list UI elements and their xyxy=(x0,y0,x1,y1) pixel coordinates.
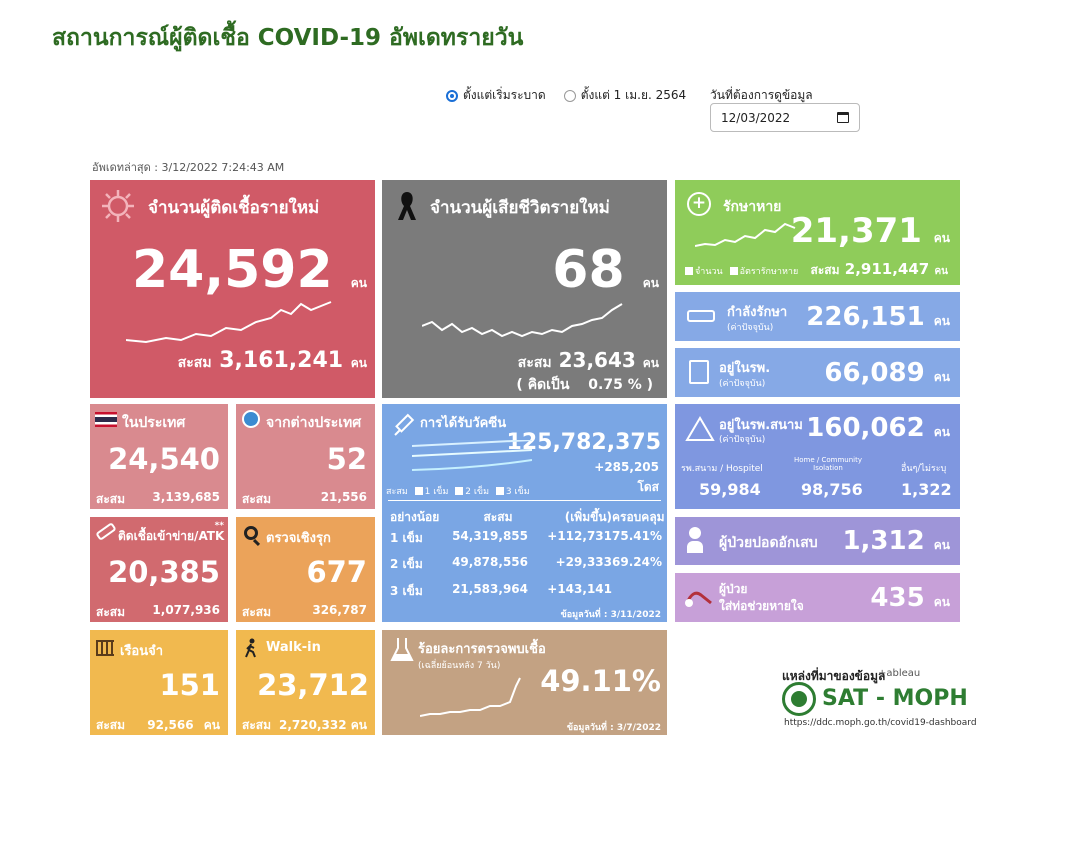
unit-label: คน xyxy=(933,370,950,384)
vaccine-row-inc: +143,141 xyxy=(547,582,612,596)
walkin-cum-number: 2,720,332 xyxy=(279,718,347,732)
legend-rate-label: อัตรารักษาหาย xyxy=(739,267,799,277)
in-hospital-sub: (ค่าปัจจุบัน) xyxy=(719,379,766,389)
pneumonia-tile xyxy=(675,517,960,565)
walkin-title: Walk-in xyxy=(266,640,321,655)
legend-dose3-label: 3 เข็ม xyxy=(505,487,530,497)
ventilator-value xyxy=(870,584,950,616)
lab-test-icon xyxy=(390,636,414,662)
field-hospital-title: อยู่ในรพ.สนาม xyxy=(719,418,803,433)
field-hospital-sub: (ค่าปัจจุบัน) xyxy=(719,435,766,445)
positivity-tile xyxy=(382,630,667,735)
vaccine-divider xyxy=(388,500,661,501)
search-icon-handle xyxy=(253,539,260,546)
vaccine-title: การได้รับวัคซีน xyxy=(420,416,507,431)
proactive-tile xyxy=(236,517,375,622)
field-hospital-value xyxy=(806,414,950,446)
new-deaths-tile xyxy=(382,180,667,398)
unit-label: คน xyxy=(350,276,367,290)
in-treatment-number: 226,151 xyxy=(806,302,925,332)
search-icon xyxy=(244,526,258,540)
vaccine-header-dose: อย่างน้อย xyxy=(390,510,440,524)
domestic-value: 24,540 xyxy=(108,442,220,476)
legend-count-swatch xyxy=(685,267,693,275)
positivity-sub: (เฉลี่ยย้อนหลัง 7 วัน) xyxy=(418,661,501,671)
imported-tile xyxy=(236,404,375,509)
new-cases-number: 24,592 xyxy=(131,240,333,300)
vaccine-total: 125,782,375 xyxy=(506,430,661,455)
legend-count-label: จำนวน xyxy=(695,267,723,277)
patient-icon xyxy=(687,527,709,555)
recovered-number: 21,371 xyxy=(790,211,922,251)
unit-label: คน xyxy=(350,356,367,370)
vaccine-row-cum: 21,583,964 xyxy=(452,582,528,596)
vaccine-row-cov: 75.41% xyxy=(612,529,662,543)
vaccine-table-header xyxy=(390,508,665,527)
prison-cum-number: 92,566 xyxy=(147,718,194,732)
hospital-bed-icon xyxy=(687,310,715,322)
positivity-title: ร้อยละการตรวจพบเชื้อ xyxy=(418,642,546,657)
prison-cum-label: สะสม xyxy=(96,718,126,732)
new-cases-sparkline xyxy=(126,298,336,346)
thai-flag-icon xyxy=(95,412,117,427)
in-treatment-tile xyxy=(675,292,960,341)
cum-label: สะสม xyxy=(810,263,840,277)
vaccine-sparkline xyxy=(412,440,532,472)
walkin-tile xyxy=(236,630,375,735)
globe-icon xyxy=(242,410,260,428)
new-deaths-sparkline xyxy=(422,298,632,346)
unit-label: คน xyxy=(933,314,950,328)
medical-cross-icon: + xyxy=(687,192,711,216)
hospital-building-icon xyxy=(689,360,709,384)
vaccine-dose-unit: โดส xyxy=(637,480,659,494)
recovered-sparkline xyxy=(695,218,800,250)
in-hospital-value xyxy=(824,359,950,391)
prison-tile xyxy=(90,630,228,735)
vaccine-row-dose: 1 เข็ม xyxy=(390,531,423,545)
pneumonia-number: 1,312 xyxy=(842,526,925,556)
vaccine-row-cov: 69.24% xyxy=(612,555,662,569)
radio-indicator xyxy=(564,90,576,102)
range-radio-group xyxy=(446,86,686,105)
radio-since-outbreak-label: ตั้งแต่เริ่มระบาด xyxy=(463,88,546,102)
new-cases-title: จำนวนผู้ติดเชื้อรายใหม่ xyxy=(148,198,320,218)
home-isolation-value: 98,756 xyxy=(801,480,863,499)
vaccine-header-cum: สะสม xyxy=(483,510,513,524)
unit-label: คน xyxy=(203,718,220,732)
positivity-data-date: ข้อมูลวันที่ : 3/7/2022 xyxy=(566,723,661,733)
tent-icon xyxy=(685,414,715,442)
in-hospital-title: อยู่ในรพ. xyxy=(719,361,771,376)
domestic-tile xyxy=(90,404,228,509)
vaccine-tile xyxy=(382,404,667,622)
walkin-cum-label: สะสม xyxy=(242,718,272,732)
legend-rate-swatch xyxy=(730,267,738,275)
new-cases-cum-value: 3,161,241 xyxy=(219,348,344,373)
syringe-icon xyxy=(390,410,420,440)
walking-person-icon xyxy=(244,638,258,658)
unit-label: คน xyxy=(934,266,948,277)
source-url[interactable]: https://ddc.moph.go.th/covid19-dashboard xyxy=(784,718,977,728)
death-rate xyxy=(516,374,653,396)
in-hospital-number: 66,089 xyxy=(824,358,925,388)
new-deaths-cum-value: 23,643 xyxy=(558,348,636,372)
hospitel-value: 59,984 xyxy=(699,480,761,499)
recovered-cum-value: 2,911,447 xyxy=(844,260,930,278)
ventilator-icon xyxy=(683,583,713,611)
domestic-title: ในประเทศ xyxy=(122,415,186,431)
legend-prefix: สะสม xyxy=(386,487,408,497)
death-rate-label: ( คิดเป็น xyxy=(516,377,570,393)
in-treatment-sub: (ค่าปัจจุบัน) xyxy=(727,323,774,333)
cum-label: สะสม xyxy=(177,355,212,371)
domestic-cum-value: 3,139,685 xyxy=(152,490,220,504)
vaccine-row-dose1 xyxy=(390,529,662,548)
atk-cum-value: 1,077,936 xyxy=(152,603,220,617)
atk-mark: ** xyxy=(214,521,224,531)
ribbon-icon xyxy=(396,190,418,222)
vaccine-row-inc: +112,731 xyxy=(547,529,612,543)
legend-dose2-label: 2 เข็ม xyxy=(465,487,490,497)
vaccine-header-cov: ครอบคลุม xyxy=(612,510,665,524)
proactive-cum-value: 326,787 xyxy=(312,603,367,617)
vaccine-row-dose: 3 เข็ม xyxy=(390,584,423,598)
recovered-value xyxy=(790,211,950,255)
recovered-title: รักษาหาย xyxy=(723,199,782,215)
other-label: อื่นๆ/ไม่ระบุ xyxy=(901,464,947,474)
vaccine-legend xyxy=(386,484,530,498)
ventilator-tile xyxy=(675,573,960,622)
radio-since-april-label: ตั้งแต่ 1 เม.ย. 2564 xyxy=(580,88,687,102)
domestic-cum-label: สะสม xyxy=(96,492,126,506)
unit-label: คน xyxy=(933,231,950,245)
date-value: 12/03/2022 xyxy=(721,110,791,125)
new-deaths-number: 68 xyxy=(552,240,625,300)
positivity-sparkline xyxy=(420,676,526,718)
vaccine-row-dose3 xyxy=(390,582,662,601)
prison-bars-icon xyxy=(96,640,114,656)
vaccine-header-inc: (เพิ่มขึ้น) xyxy=(564,510,612,524)
unit-label: คน xyxy=(933,595,950,609)
atk-tile xyxy=(90,517,228,622)
new-deaths-cumulative xyxy=(518,348,659,374)
test-kit-icon xyxy=(95,522,117,541)
radio-since-april[interactable] xyxy=(564,86,686,105)
moph-logo xyxy=(782,682,816,716)
vaccine-row-cov xyxy=(612,582,662,601)
prison-cum-value xyxy=(147,716,220,735)
positivity-value: 49.11% xyxy=(540,664,661,698)
unit-label: คน xyxy=(933,425,950,439)
virus-icon xyxy=(100,188,136,224)
field-hospital-number: 160,062 xyxy=(806,413,925,443)
vaccine-data-date: ข้อมูลวันที่ : 3/11/2022 xyxy=(560,610,661,620)
recovered-legend xyxy=(681,264,798,278)
legend-dose3-swatch xyxy=(496,487,504,495)
in-treatment-title: กำลังรักษา xyxy=(727,305,788,320)
proactive-title: ตรวจเชิงรุก xyxy=(266,531,331,546)
unit-label: คน xyxy=(642,356,659,370)
home-isolation-label: Home / Community Isolation xyxy=(794,456,862,472)
imported-value: 52 xyxy=(326,442,367,476)
ventilator-number: 435 xyxy=(870,583,925,613)
hospitel-label: รพ.สนาม / Hospitel xyxy=(681,464,763,474)
proactive-value: 677 xyxy=(306,555,367,589)
vaccine-row-inc: +29,333 xyxy=(555,555,612,569)
source-label: แหล่งที่มาของข้อมูล xyxy=(782,669,886,683)
page-title: สถานการณ์ผู้ติดเชื้อ COVID-19 อัพเดทรายวัน xyxy=(52,25,524,51)
atk-value: 20,385 xyxy=(108,555,220,589)
in-treatment-value xyxy=(806,303,950,335)
recovered-cumulative xyxy=(811,260,948,280)
calendar-icon[interactable] xyxy=(837,112,849,123)
imported-cum-label: สะสม xyxy=(242,492,272,506)
new-deaths-title: จำนวนผู้เสียชีวิตรายใหม่ xyxy=(430,198,610,218)
unit-label: คน xyxy=(642,276,659,290)
vaccine-row-cum: 49,878,556 xyxy=(452,555,528,569)
imported-title: จากต่างประเทศ xyxy=(266,415,362,431)
date-label: วันที่ต้องการดูข้อมูล xyxy=(710,88,813,102)
date-input[interactable] xyxy=(710,103,860,132)
unit-label: คน xyxy=(933,538,950,552)
cum-label: สะสม xyxy=(517,355,552,371)
vaccine-increase: +285,205 xyxy=(594,460,659,474)
ventilator-title-2: ใส่ท่อช่วยหายใจ xyxy=(719,599,804,613)
vaccine-row-cum: 54,319,855 xyxy=(452,529,528,543)
new-cases-tile xyxy=(90,180,375,398)
proactive-cum-label: สะสม xyxy=(242,605,272,619)
imported-cum-value: 21,556 xyxy=(320,490,367,504)
unit-label: คน xyxy=(350,718,367,732)
radio-since-outbreak[interactable] xyxy=(446,86,546,105)
radio-selected-indicator xyxy=(446,90,458,102)
last-updated: อัพเดทล่าสุด : 3/12/2022 7:24:43 AM xyxy=(92,161,285,174)
field-hospital-tile xyxy=(675,404,960,509)
other-value: 1,322 xyxy=(901,480,952,499)
org-name: SAT - MOPH xyxy=(822,686,968,711)
atk-cum-label: สะสม xyxy=(96,605,126,619)
walkin-cum-value xyxy=(279,716,367,735)
ventilator-title-1: ผู้ป่วย xyxy=(719,582,748,596)
prison-title: เรือนจำ xyxy=(120,644,164,659)
tableau-logo: +ableau xyxy=(878,668,921,679)
prison-value: 151 xyxy=(159,668,220,702)
pneumonia-title: ผู้ป่วยปอดอักเสบ xyxy=(719,535,818,551)
death-rate-value: 0.75 % ) xyxy=(588,377,653,393)
pneumonia-value xyxy=(842,527,950,559)
atk-title: ติดเชื้อเข้าข่าย/ATK xyxy=(118,529,225,543)
vaccine-row-dose2 xyxy=(390,555,662,574)
in-hospital-tile xyxy=(675,348,960,397)
legend-dose2-swatch xyxy=(455,487,463,495)
recovered-tile xyxy=(675,180,960,285)
vaccine-row-dose: 2 เข็ม xyxy=(390,557,423,571)
legend-dose1-swatch xyxy=(415,487,423,495)
walkin-value: 23,712 xyxy=(257,668,369,702)
new-cases-cumulative xyxy=(178,348,367,374)
legend-dose1-label: 1 เข็ม xyxy=(424,487,449,497)
